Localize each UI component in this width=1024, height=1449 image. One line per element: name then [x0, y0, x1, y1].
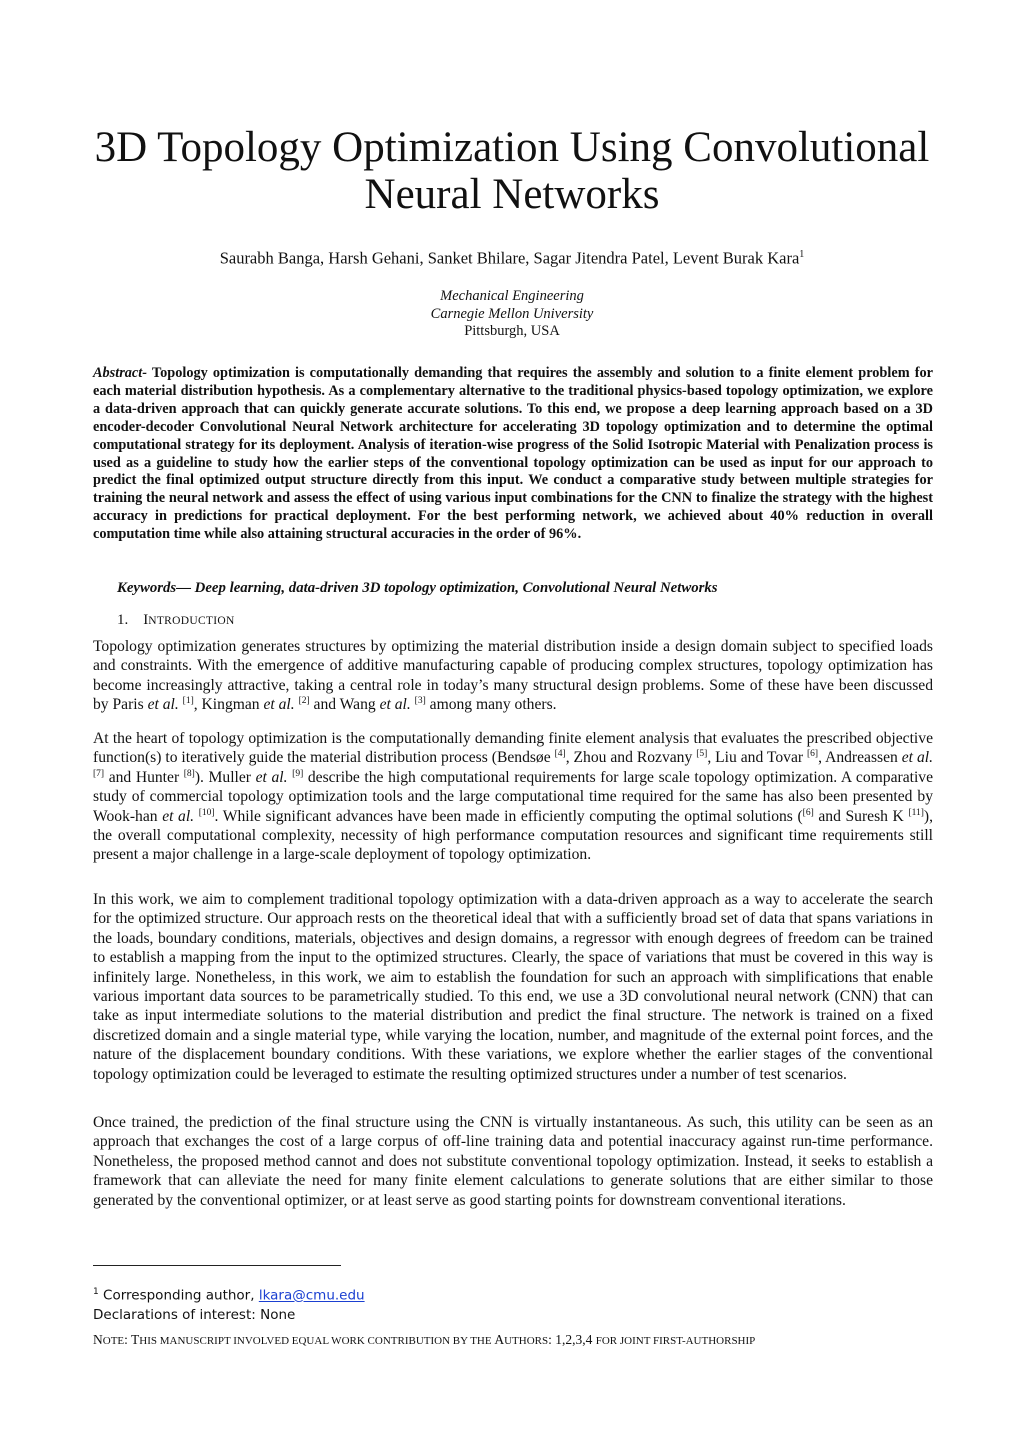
affiliation-department: Mechanical Engineering: [440, 288, 584, 304]
author-footnote-mark: 1: [799, 249, 805, 260]
footnote-corresponding-author: [93, 1283, 365, 1305]
affiliation-location: Pittsburgh, USA: [464, 323, 560, 339]
note-run: : 1,2,3,4: [548, 1332, 596, 1347]
citation-ref: [5]: [696, 749, 708, 760]
text-run: Topology optimization generates structures by optimizing the material distribution inside a design domain subject to specified loads and constraints. With the emergence of additive manufacturing capable of producing complex structures, topology optimization has become increasingly attractive, taking a central role in today’s many structural design problems. Some of these have been discussed by Paris: [93, 638, 933, 714]
text-run: , Zhou and Rozvany: [565, 749, 697, 767]
section-number: 1.: [117, 612, 129, 628]
note-run: FOR JOINT FIRST-AUTHORSHIP: [595, 1335, 756, 1347]
text-run: , Andreassen: [818, 749, 902, 767]
text-run-italic: et al.: [901, 749, 933, 767]
authorship-note: [93, 1331, 755, 1350]
citation-ref: [1]: [182, 696, 194, 707]
paper-title: 3D Topology Optimization Using Convolutional Neural Networks: [94, 124, 930, 218]
abstract: [93, 365, 933, 544]
text-run: At the heart of topology optimization is the computationally demanding finite element analysis that evaluates the prescribed objective function(s) to iteratively guide the material distribution process (Bendsøe: [93, 730, 933, 767]
note-run: OTE: [102, 1335, 125, 1347]
citation-ref: [10]: [198, 807, 215, 818]
section-heading-rest: NTRODUCTION: [148, 615, 235, 627]
text-run: ), the overall computational complexity, necessity of high performance computation resources and significant time requirements still present a major challenge in a large-scale deployment of topology optimization.: [93, 807, 934, 864]
note-run: T: [131, 1332, 140, 1347]
text-run: among many others.: [425, 696, 557, 714]
footnote-divider: [93, 1265, 341, 1266]
affiliation-university: Carnegie Mellon University: [430, 305, 594, 322]
citation-ref: [3]: [414, 696, 426, 707]
affiliation-block: [60, 288, 964, 341]
text-run: describe the high computational requirements for large scale topology optimization. A comparative study of commercial topology optimization tools and the large computational time required for the same has also been presented by Wook-han: [93, 768, 933, 825]
citation-ref: [8]: [183, 768, 195, 779]
text-run: and Wang: [309, 696, 380, 714]
footnote-mark: 1: [93, 1287, 99, 1297]
text-run: . While significant advances have been made in efficiently computing the optimal solutions (: [214, 807, 803, 825]
text-run-italic: et al.: [379, 696, 411, 714]
author-list: [60, 245, 964, 269]
footnote-label: Corresponding author,: [98, 1287, 259, 1304]
footnote-declarations: Declarations of interest: None: [93, 1307, 296, 1323]
text-run-italic: et al.: [255, 768, 288, 786]
note-run: UTHORS: [504, 1335, 549, 1347]
section-heading-initial: I: [143, 612, 149, 628]
section-heading-introduction: [117, 611, 235, 630]
text-run-italic: et al.: [162, 807, 195, 825]
citation-ref: [7]: [93, 768, 105, 779]
text-run: and Hunter: [104, 768, 184, 786]
author-email-link[interactable]: lkara@cmu.edu: [258, 1287, 365, 1304]
citation-ref: [9]: [292, 768, 304, 779]
author-names: Saurabh Banga, Harsh Gehani, Sanket Bhilare, Sagar Jitendra Patel, Levent Burak Kara: [219, 248, 800, 268]
citation-ref: [2]: [298, 696, 310, 707]
intro-paragraph-1: [93, 637, 933, 715]
text-run: and Suresh K: [813, 807, 909, 825]
citation-ref: [6]: [807, 749, 819, 760]
keywords: Keywords— Deep learning, data-driven 3D topology optimization, Convolutional Neural Networks: [117, 580, 718, 596]
intro-paragraph-2: [93, 729, 933, 865]
abstract-text: Topology optimization is computationally demanding that requires the assembly and solution to a finite element problem for each material distribution hypothesis. As a complementary alternative to the traditional physics-based topology optimization, we explore a data-driven approach that can quickly generate accurate solutions. To this end, we propose a deep learning approach based on a 3D encoder-decoder Convolutional Neural Network architecture for accelerating 3D topology optimization and to determine the optimal computational strategy for its deployment. Analysis of iteration-wise progress of the Solid Isotropic Material with Penalization process is used as a guideline to study how the earlier steps of the conventional topology optimization can be used as input for our approach to predict the final optimized output structure directly from this input. We conduct a comparative study between multiple strategies for training the neural network and assess the effect of using various input combinations for the CNN to finalize the strategy with the highest accuracy in predictions for practical deployment. For the best performing network, we achieved about 40% reduction in overall computation time while also attaining structural accuracies in the order of 96%.: [93, 365, 933, 543]
text-run: , Liu and Tovar: [707, 749, 808, 767]
citation-ref: [4]: [554, 749, 566, 760]
text-run: , Kingman: [193, 696, 264, 714]
text-run-italic: et al.: [147, 696, 179, 714]
note-run: :: [124, 1332, 132, 1347]
text-run-italic: et al.: [263, 696, 295, 714]
citation-ref: [11]: [908, 807, 924, 818]
note-run: HIS MANUSCRIPT INVOLVED EQUAL WORK CONTRIBUTION BY THE: [139, 1335, 495, 1347]
citation-ref: [6]: [802, 807, 814, 818]
abstract-label: Abstract-: [93, 365, 148, 381]
intro-paragraph-4: Once trained, the prediction of the final structure using the CNN is virtually instantaneous. As such, this utility can be seen as an approach that exchanges the cost of a large corpus of off-line training data and potential inaccuracy against run-time performance. Nonetheless, the proposed method cannot and does not substitute conventional topology optimization. Instead, it seeks to establish a framework that can alleviate the need for many finite element calculations to generate solutions that are either similar to those generated by the conventional optimizer, or at least serve as good starting points for downstream conventional iterations.: [93, 1114, 933, 1209]
note-run: A: [494, 1332, 505, 1347]
intro-paragraph-3: In this work, we aim to complement traditional topology optimization with a data-driven approach as a way to accelerate the search for the optimized structure. Our approach rests on the theoretical ideal that with a sufficiently broad set of data that spans variations in the loads, boundary conditions, materials, objectives and design domains, a regressor with enough degrees of freedom can be trained to establish a mapping from the input to the optimized structures. Clearly, the space of variations that must be covered in this way is infinitely large. Nonetheless, in this work, we aim to establish the foundation for such an approach with simplifications that enable various important data sources to be parametrically studied. To this end, we use a 3D convolutional neural network (CNN) that can take as input intermediate solutions to the material distribution and predict the final structure. The network is trained on a fixed discretized domain and a single material type, while varying the location, number, and magnitude of the external point forces, and the nature of the displacement boundary conditions. With these variations, we explore whether the earlier stages of the conventional topology optimization could be leveraged to estimate the resulting optimized structures under a number of test scenarios.: [93, 891, 933, 1083]
note-run: N: [93, 1332, 103, 1347]
text-run: ). Muller: [194, 768, 256, 786]
